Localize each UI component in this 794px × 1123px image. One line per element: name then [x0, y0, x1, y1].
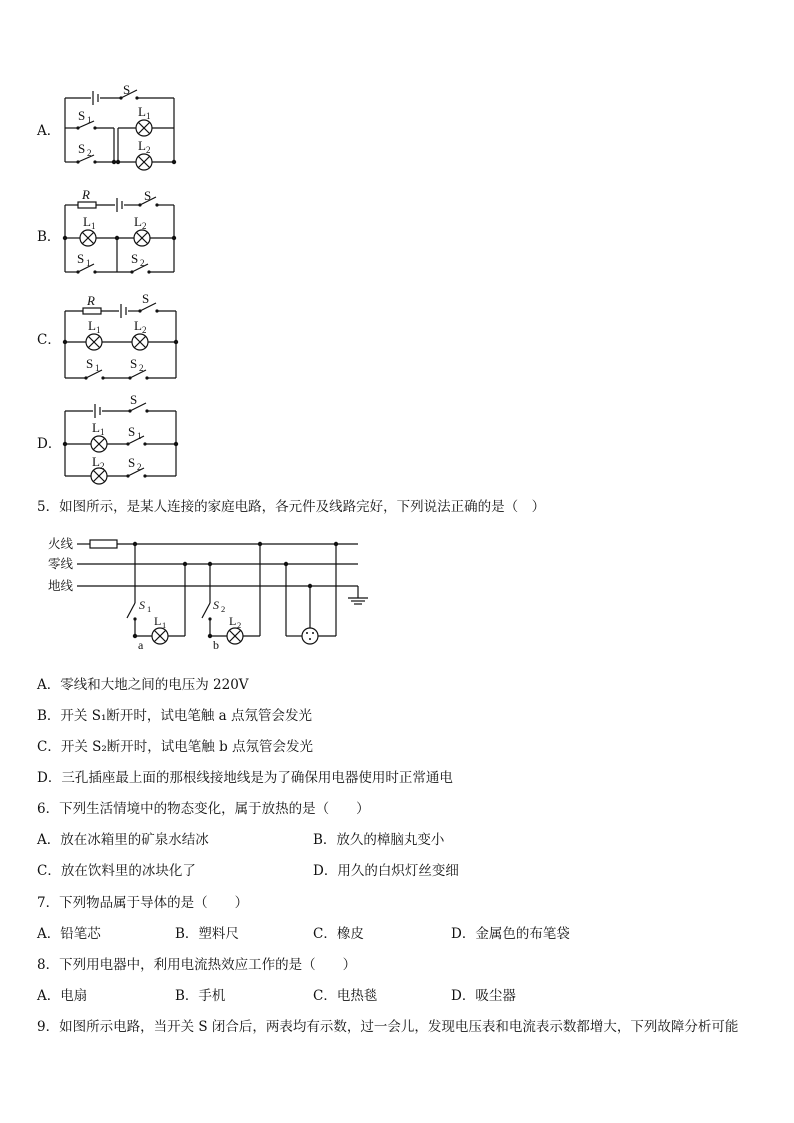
- point-b-label: b: [213, 638, 219, 652]
- label-s2: S: [213, 598, 219, 612]
- label-l1: L: [154, 614, 162, 628]
- q6-option-b: B．放久的樟脑丸变小: [313, 832, 445, 848]
- svg-text:1: 1: [137, 431, 142, 441]
- live-wire-label: 火线: [48, 537, 74, 551]
- label-s1: S: [139, 598, 145, 612]
- question-8-stem: 8．下列用电器中，利用电流热效应工作的是（ ）: [37, 957, 357, 973]
- q6-option-a: A．放在冰箱里的矿泉水结冰: [37, 832, 209, 848]
- q7-option-d: D．金属色的布笔袋: [451, 926, 570, 942]
- q8-option-d: D．吸尘器: [451, 988, 516, 1004]
- svg-text:S: S: [142, 291, 150, 306]
- q5-option-c: C．开关 S₂断开时，试电笔触 b 点氖管会发光: [37, 739, 314, 755]
- svg-text:L: L: [134, 318, 142, 333]
- svg-text:S: S: [130, 356, 138, 371]
- svg-text:L: L: [92, 420, 100, 435]
- svg-text:S: S: [130, 392, 138, 407]
- svg-text:L: L: [83, 214, 91, 229]
- neutral-wire-label: 零线: [48, 557, 74, 571]
- svg-text:1: 1: [86, 258, 91, 268]
- q7-option-b: B．塑料尺: [175, 926, 239, 942]
- svg-text:L: L: [88, 318, 96, 333]
- svg-text:L: L: [134, 214, 142, 229]
- q8-option-a: A．电扇: [37, 988, 88, 1004]
- option-c-label: C．: [37, 332, 61, 348]
- question-6-stem: 6．下列生活情境中的物态变化，属于放热的是（ ）: [37, 801, 370, 817]
- label-l2: L: [138, 138, 146, 153]
- svg-text:L: L: [92, 454, 100, 469]
- svg-text:1: 1: [87, 115, 92, 125]
- svg-text:2: 2: [100, 461, 105, 471]
- question-7-stem: 7．下列物品属于导体的是（ ）: [37, 895, 249, 911]
- label-s: S: [123, 82, 131, 97]
- q5-option-d: D．三孔插座最上面的那根线接地线是为了确保用电器使用时正常通电: [37, 770, 453, 786]
- q6-option-d: D．用久的白炽灯丝变细: [313, 863, 459, 879]
- label-l2: L: [229, 614, 237, 628]
- q7-option-c: C．橡皮: [313, 926, 364, 942]
- svg-text:2: 2: [146, 145, 151, 155]
- svg-text:S: S: [131, 251, 139, 266]
- svg-text:2: 2: [87, 148, 92, 158]
- q5-option-b: B．开关 S₁断开时，试电笔触 a 点氖管会发光: [37, 708, 313, 724]
- option-b-label: B．: [37, 229, 61, 245]
- ground-wire-label: 地线: [48, 579, 74, 593]
- point-a-label: a: [138, 638, 144, 652]
- svg-text:1: 1: [95, 363, 100, 373]
- question-9-stem: 9．如图所示电路，当开关 S 闭合后，两表均有示数，过一会儿，发现电压表和电流表示数都增大，下列故障分析可能: [37, 1019, 739, 1035]
- svg-text:S: S: [144, 188, 152, 203]
- svg-text:S: S: [86, 356, 94, 371]
- svg-text:1: 1: [147, 604, 152, 614]
- svg-text:1: 1: [100, 427, 105, 437]
- svg-text:2: 2: [237, 620, 242, 630]
- svg-text:S: S: [128, 424, 136, 439]
- svg-text:2: 2: [142, 221, 147, 231]
- q7-option-a: A．铅笔芯: [37, 926, 101, 942]
- q8-option-b: B．手机: [175, 988, 226, 1004]
- label-s2: S: [78, 141, 86, 156]
- svg-text:S: S: [128, 455, 136, 470]
- q6-option-c: C．放在饮料里的冰块化了: [37, 863, 196, 879]
- svg-text:R: R: [87, 293, 95, 308]
- svg-text:2: 2: [221, 604, 226, 614]
- svg-text:2: 2: [137, 462, 142, 472]
- svg-text:2: 2: [140, 258, 145, 268]
- q8-option-c: C．电热毯: [313, 988, 378, 1004]
- label-s1: S: [78, 108, 86, 123]
- svg-text:1: 1: [96, 325, 101, 335]
- label-r: R: [82, 187, 90, 202]
- label-l1: L: [138, 104, 146, 119]
- svg-text:2: 2: [139, 363, 144, 373]
- q5-option-a: A．零线和大地之间的电压为 220V: [37, 677, 249, 693]
- svg-text:1: 1: [162, 620, 167, 630]
- svg-text:1: 1: [146, 111, 151, 121]
- svg-text:1: 1: [91, 221, 96, 231]
- option-a-label: A．: [37, 123, 61, 139]
- question-5-stem: 5．如图所示，是某人连接的家庭电路，各元件及线路完好，下列说法正确的是（ ）: [37, 499, 546, 515]
- svg-text:S: S: [77, 251, 85, 266]
- option-d-label: D．: [37, 436, 62, 452]
- svg-text:2: 2: [142, 325, 147, 335]
